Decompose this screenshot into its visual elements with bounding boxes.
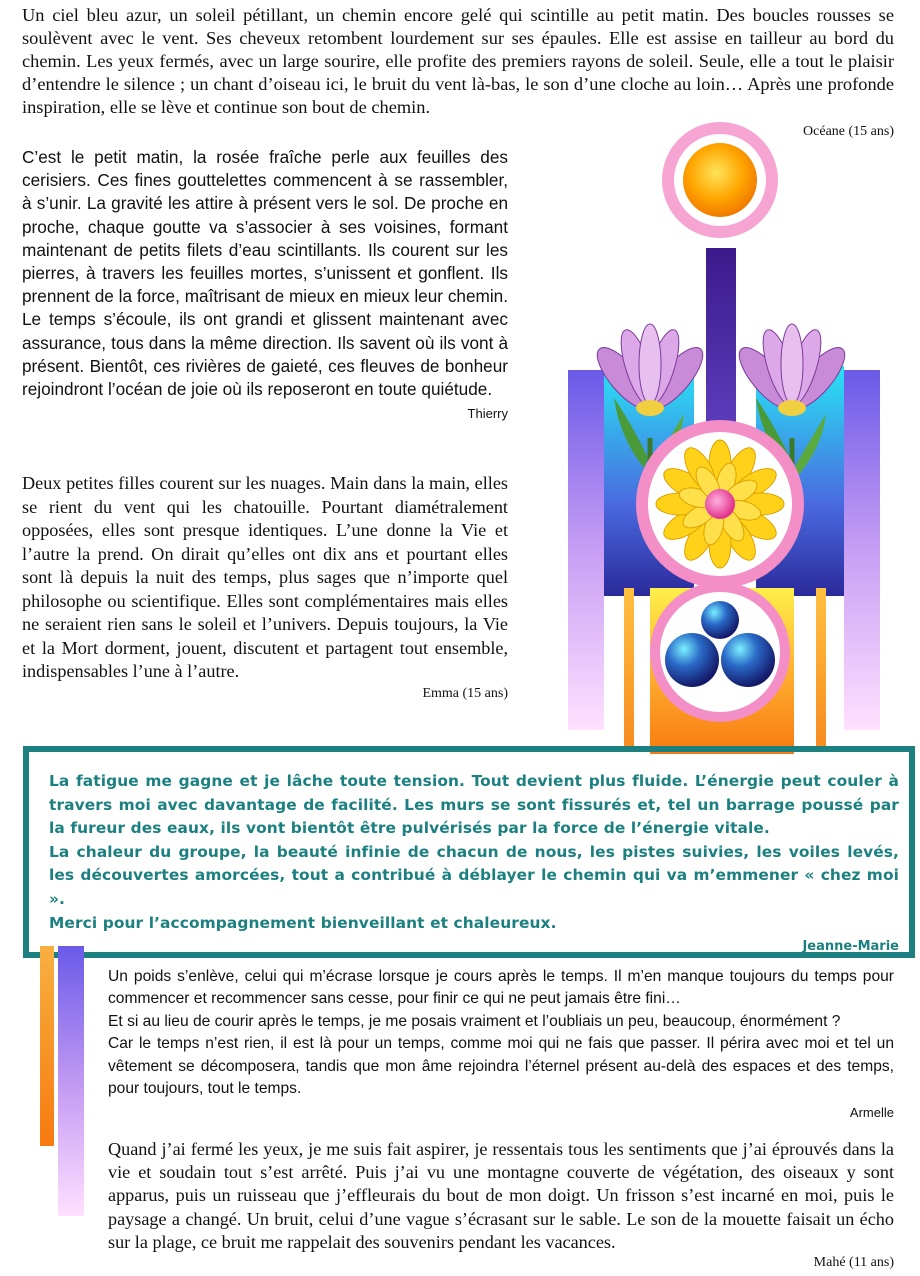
decorative-side-bars bbox=[36, 946, 86, 1216]
side-violet-bar bbox=[58, 946, 84, 1216]
right-violet-bar bbox=[844, 370, 880, 730]
left-violet-bar bbox=[568, 370, 604, 730]
paragraph-thierry: C’est le petit matin, la rosée fraîche perle aux feuilles des cerisiers. Ces fines gouttelettes commencent à se rassembler, à s’unir. La gravité les attire à présent vers le sol. De proche en proche, chaque goutte va s’associer à ses voisines, formant maintenant de petits filets d’eau scintillants. Ils courent sur les pierres, à travers les feuilles mortes, s’unissent et gonflent. Ils prennent de la force, maîtrisant de mieux en mieux leur chemin. Le temps s’écoule, ils ont grandi et glissent maintenant avec assurance, tous dans la même direction. Ils savent où ils vont à présent. Bientôt, ces rivières de gaieté, ces fleuves de bonheur rejoindront l’océan de joie où ils reposeront en toute quiétude. bbox=[22, 147, 508, 400]
left-thin-rod bbox=[624, 588, 634, 752]
text-block-emma bbox=[22, 472, 508, 703]
quote-line-2: La chaleur du groupe, la beauté infinie de chacun de nous, les pistes suivies, les voiles levés, les découvertes amorcées, tout a contribué à déblayer le chemin qui va m’emmener « chez moi ». bbox=[49, 842, 899, 908]
paragraph-oceane: Un ciel bleu azur, un soleil pétillant, un chemin encore gelé qui scintille au petit matin. Des boucles rousses se soulèvent avec le vent. Ses cheveux retombent lourdement sur ses épaules. Elle est assise en tailleur au bord du chemin. Les yeux fermés, avec un large sourire, elle profite des premiers rayons de soleil. Seule, elle a tout le plaisir d’entendre le silence ; un chant d’oiseau ici, le bruit du vent là-bas, le son d’une cloche au loin… Après une profonde inspiration, elle se lève et continue son bout de chemin. bbox=[22, 5, 894, 117]
paragraph-emma: Deux petites filles courent sur les nuages. Main dans la main, elles se rient du vent qui les chatouille. Pourtant diamétralement opposées, elles sont presque identiques. L’une donne la Vie et l’autre la prend. On dirait qu’elles ont dix ans et pourtant elles sont là depuis la nuit des temps, plus sages que n’importe quel philosophe ou scientifique. Elles sont complémentaires mais elles ne seraient rien sans le soleil et l’univers. Depuis toujours, la Vie et la Mort dorment, jouent, discutent et partagent tout ensemble, indispensables l’une à l’autre. bbox=[22, 473, 508, 681]
author-oceane: Océane (15 ans) bbox=[803, 124, 894, 139]
dahlia-core bbox=[705, 489, 735, 519]
paragraph-mahe: Quand j’ai fermé les yeux, je me suis fait aspirer, je ressentais tous les sentiments que j’ai éprouvés dans la vie et soudain tout s’est arrêté. Puis j’ai vu une montagne couverte de végétation, des oiseaux y sont apparus, puis un ruisseau que j’effleurais du bout de mon doigt. Un frisson s’est incarné en moi, puis le paysage a changé. Un bruit, celui d’une vague s’écrasant sur le sable. Le son de la mouette faisait un écho sur la plage, ce bruit me rappelait des souvenirs pendant les vacances. bbox=[108, 1139, 894, 1252]
totem-illustration bbox=[560, 118, 904, 758]
text-block-armelle bbox=[108, 966, 894, 1122]
quote-box bbox=[23, 746, 915, 958]
sun-icon bbox=[683, 143, 757, 217]
paragraph-armelle-3: Car le temps n’est rien, il est là pour un temps, comme moi qui ne fais que passer. Il périra avec moi et tel un vêtement se décomposera, tandis que mon âme rejoindra l’éternel présent au-delà des espaces et des temps, pour toujours, tout le temps. bbox=[108, 1035, 894, 1098]
paragraph-armelle-2: Et si au lieu de courir après le temps, je me posais vraiment et l’oubliais un peu, beaucoup, énormément ? bbox=[108, 1012, 841, 1030]
paragraph-armelle-1: Un poids s’enlève, celui qui m’écrase lorsque je cours après le temps. Il m’en manque toujours du temps pour commencer et recommencer sans cesse, pour finir ce qui ne peut jamais être fini… bbox=[108, 968, 894, 1008]
right-thin-rod bbox=[816, 588, 826, 752]
quote-line-3: Merci pour l’accompagnement bienveillant et chaleureux. bbox=[49, 913, 557, 932]
side-orange-bar bbox=[40, 946, 54, 1146]
author-armelle: Armelle bbox=[849, 1105, 894, 1121]
text-block-mahe bbox=[108, 1138, 894, 1272]
author-jeanne-marie: Jeanne-Marie bbox=[802, 939, 899, 955]
text-block-thierry bbox=[22, 146, 508, 423]
author-thierry: Thierry bbox=[467, 406, 508, 422]
author-mahe: Mahé (11 ans) bbox=[813, 1255, 894, 1271]
quote-line-1: La fatigue me gagne et je lâche toute tension. Tout devient plus fluide. L’énergie peut couler à travers moi avec davantage de facilité. Les murs se sont fissurés et, tel un barrage poussé par la fureur des eaux, ils vont bientôt être pulvérisés par la force de l’énergie vitale. bbox=[49, 772, 899, 838]
author-emma: Emma (15 ans) bbox=[422, 685, 508, 701]
